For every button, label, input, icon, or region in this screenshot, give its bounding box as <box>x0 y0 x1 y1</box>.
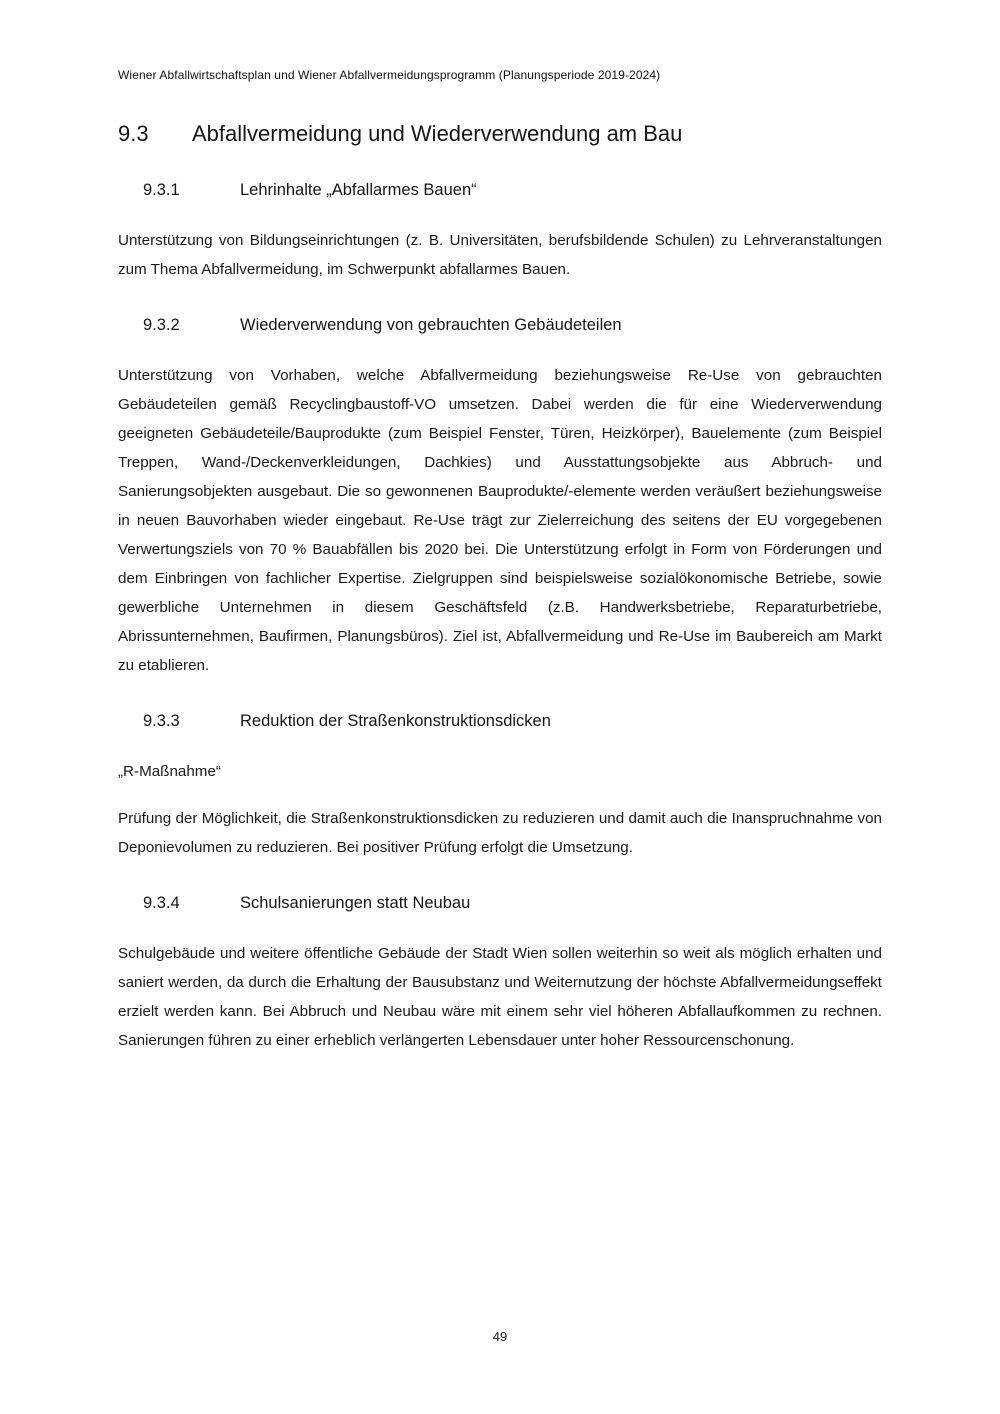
subsection-heading <box>118 179 882 202</box>
subsection-heading <box>118 314 882 337</box>
subsection-heading <box>118 892 882 915</box>
subsection-heading <box>118 710 882 733</box>
paragraph-r-massnahme: „R-Maßnahme“ <box>118 763 221 780</box>
section-number: 9.3 <box>118 121 149 146</box>
subsection-9-3-2 <box>118 314 882 680</box>
subsection-number: 9.3.3 <box>143 712 180 730</box>
subsection-number: 9.3.2 <box>143 316 180 334</box>
paragraph: Schulgebäude und weitere öffentliche Gebäude der Stadt Wien sollen weiterhin so weit als möglich erhalten und saniert werden, da durch die Erhaltung der Bausubstanz und Weiternutzung der höchste Abfallvermeidungseffekt erzielt werden kann. Bei Abbruch und Neubau wäre mit einem sehr viel höheren Abfallaufkommen zu rechnen. Sanierungen führen zu einer erheblich verlängerten Lebensdauer unter hoher Ressourcenschonung. <box>118 945 882 1049</box>
subsection-title: Reduktion der Straßenkonstruktionsdicken <box>240 712 551 730</box>
subsection-number: 9.3.4 <box>143 894 180 912</box>
paragraph: Unterstützung von Bildungseinrichtungen (z. B. Universitäten, berufsbildende Schulen) zu Lehrveranstaltungen zum Thema Abfallvermeidung, im Schwerpunkt abfallarmes Bauen. <box>118 232 882 278</box>
subsection-title: Lehrinhalte „Abfallarmes Bauen“ <box>240 181 477 199</box>
section-title: Abfallvermeidung und Wiederverwendung am Bau <box>192 121 683 146</box>
subsection-title: Schulsanierungen statt Neubau <box>240 894 471 912</box>
subsection-9-3-4 <box>118 892 882 1055</box>
running-header: Wiener Abfallwirtschaftsplan und Wiener Abfallvermeidungsprogramm (Planungsperiode 2019-2024) <box>118 68 661 82</box>
paragraph: Prüfung der Möglichkeit, die Straßenkonstruktionsdicken zu reduzieren und damit auch die Inanspruchnahme von Deponievolumen zu reduzieren. Bei positiver Prüfung erfolgt die Umsetzung. <box>118 810 882 856</box>
subsection-9-3-3 <box>118 710 882 862</box>
subsection-number: 9.3.1 <box>143 181 180 199</box>
page-number: 49 <box>492 1329 508 1344</box>
paragraph: Unterstützung von Vorhaben, welche Abfallvermeidung beziehungsweise Re-Use von gebrauchten Gebäudeteilen gemäß Recyclingbaustoff-VO umsetzen. Dabei werden die für eine Wiederverwendung geeigneten Gebäudeteile/Bauprodukte (zum Beispiel Fenster, Türen, Heizkörper), Bauelemente (zum Beispiel Treppen, Wand-/Deckenverkleidungen, Dachkies) und Ausstattungsobjekte aus Abbruch- und Sanierungsobjekten ausgebaut. Die so gewonnenen Bauprodukte/-elemente werden veräußert beziehungsweise in neuen Bauvorhaben wieder eingebaut. Re-Use trägt zur Zielerreichung des seitens der EU vorgegebenen Verwertungsziels von 70 % Bauabfällen bis 2020 bei. Die Unterstützung erfolgt in Form von Förderungen und dem Einbringen von fachlicher Expertise. Zielgruppen sind beispielsweise sozialökonomische Betriebe, sowie gewerbliche Unternehmen in diesem Geschäftsfeld (z.B. Handwerksbetriebe, Reparaturbetriebe, Abrissunternehmen, Baufirmen, Planungsbüros). Ziel ist, Abfallvermeidung und Re-Use im Baubereich am Markt zu etablieren. <box>118 367 882 674</box>
subsection-9-3-1 <box>118 179 882 284</box>
section-heading <box>118 119 882 149</box>
subsection-title: Wiederverwendung von gebrauchten Gebäudeteilen <box>240 316 622 334</box>
